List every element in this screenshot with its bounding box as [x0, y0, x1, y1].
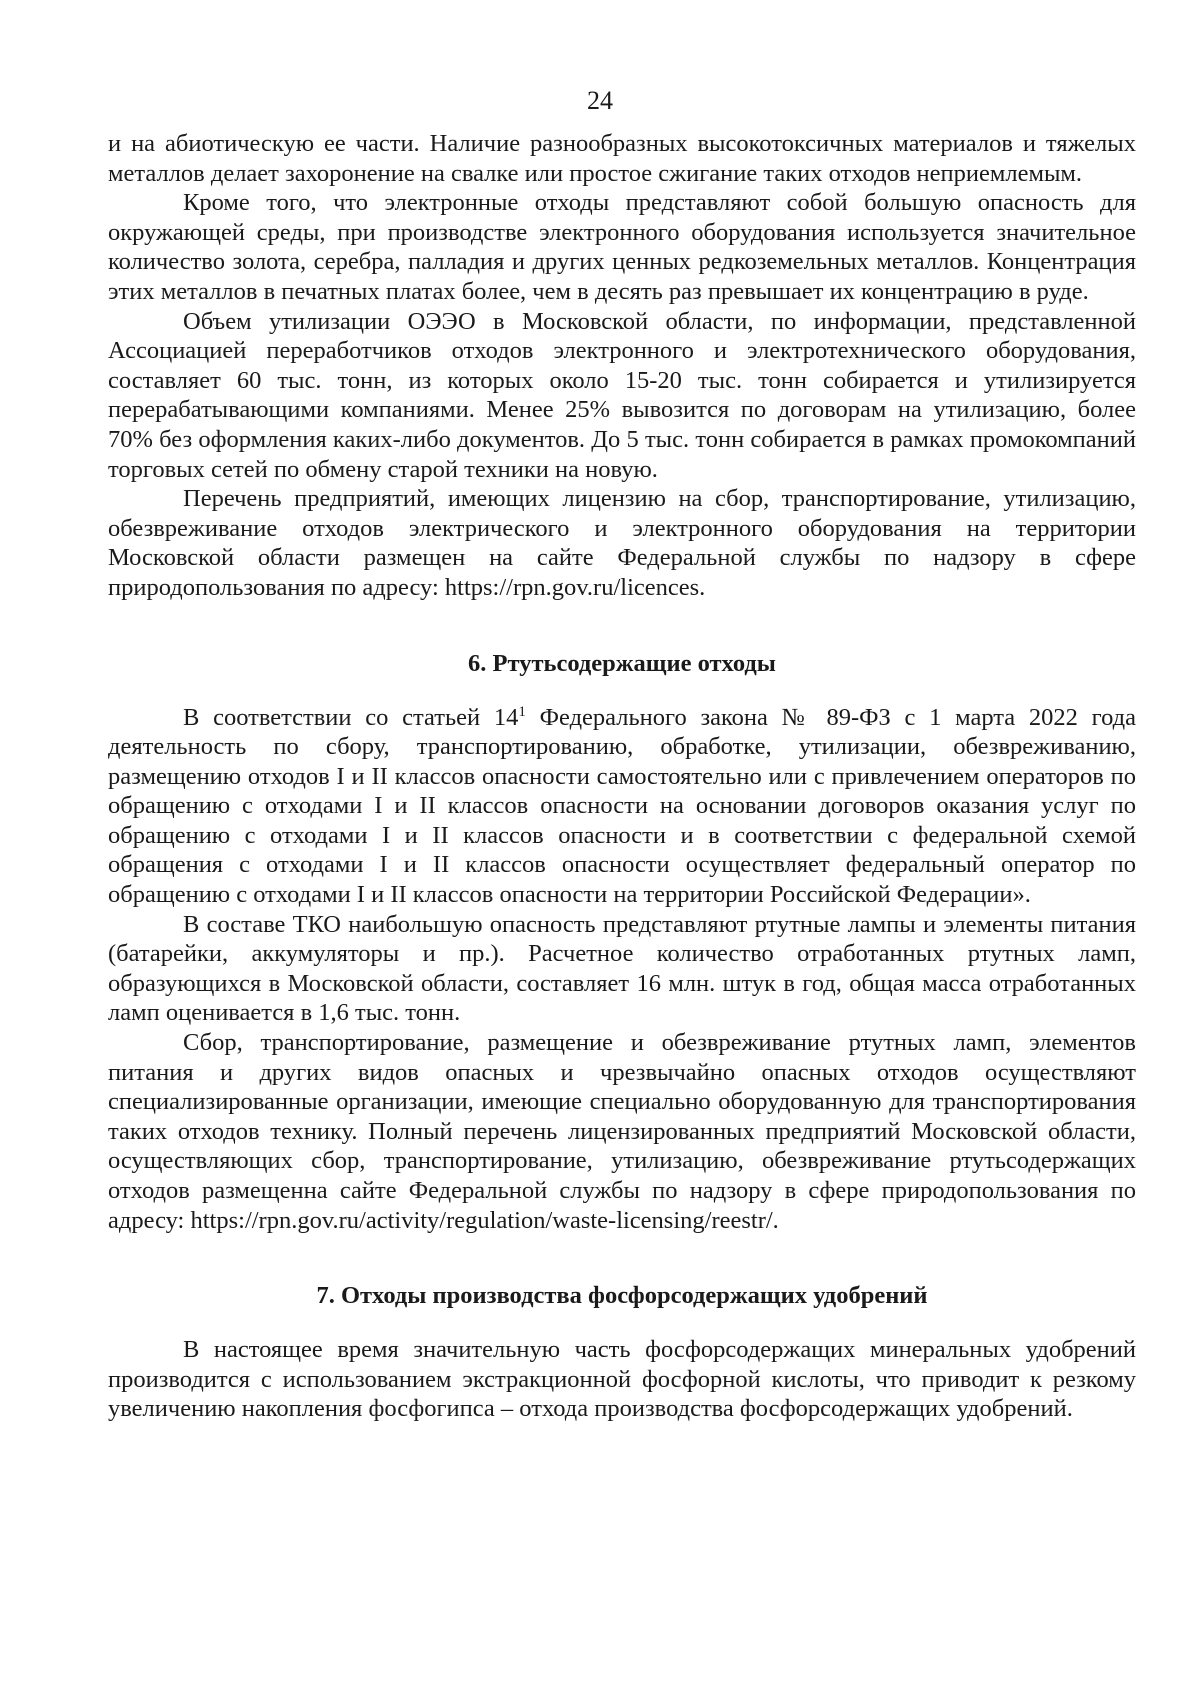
paragraph: [108, 703, 1136, 910]
paragraph: и на абиотическую ее части. Наличие разнообразных высокотоксичных материалов и тяжелых металлов делает захоронение на свалке или простое сжигание таких отходов неприемлемым.: [108, 130, 1136, 187]
paragraph: В составе ТКО наибольшую опасность представляют ртутные лампы и элементы питания (батарейки, аккумуляторы и пр.). Расчетное количество отработанных ртутных ламп, образующихся в Московской области, составляет 16 млн. штук в год, общая масса отработанных ламп оценивается в 1,6 тыс. тонн.: [108, 910, 1136, 1027]
section-heading-7: 7. Отходы производства фосфорсодержащих удобрений: [316, 1282, 928, 1310]
paragraph-text: В соответствии со статьей 14: [183, 703, 519, 731]
paragraph: Перечень предприятий, имеющих лицензию на сбор, транспортирование, утилизацию, обезвреживание отходов электрического и электронного оборудования на территории Московской области размещен на сайте Федеральной службы по надзору в сфере природопользования по адресу: https://rpn.gov.ru/licences.: [108, 485, 1136, 601]
paragraph: Сбор, транспортирование, размещение и обезвреживание ртутных ламп, элементов питания и других видов опасных и чрезвычайно опасных отходов осуществляют специализированные организации, имеющие специально оборудованную для транспортирования таких отходов технику. Полный перечень лицензированных предприятий Московской области, осуществляющих сбор, транспортирование, утилизацию, обезвреживание ртутьсодержащих отходов размещенна сайте Федеральной службы по надзору в сфере природопользования по адресу: https://rpn.gov.ru/activity/regulation/waste-licensing/reestr/.: [108, 1029, 1136, 1234]
paragraph: В настоящее время значительную часть фосфорсодержащих минеральных удобрений производится с использованием экстракционной фосфорной кислоты, что приводит к резкому увеличению накопления фосфогипса – отхода производства фосфорсодержащих удобрений.: [108, 1336, 1136, 1423]
footnote-superscript: 1: [518, 703, 526, 720]
page-number: 24: [587, 86, 613, 115]
document-body: [108, 129, 1136, 1424]
paragraph-text: Федерального закона № 89-ФЗ с 1 марта 2022 года деятельность по сбору, транспортированию, обработке, утилизации, обезвреживанию, размещению отходов I и II классов опасности самостоятельно или с привлечением операторов по обращению с отходами I и II классов опасности на основании договоров оказания услуг по обращению с отходами I и II классов опасности и в соответствии с федеральной схемой обращения с отходами I и II классов опасности осуществляет федеральный оператор по обращению с отходами I и II классов опасности на территории Российской Федерации».: [108, 703, 1136, 909]
paragraph: Объем утилизации ОЭЭО в Московской области, по информации, представленной Ассоциацией переработчиков отходов электронного и электротехнического оборудования, составляет 60 тыс. тонн, из которых около 15-20 тыс. тонн собирается и утилизируется перерабатывающими компаниями. Менее 25% вывозится по договорам на утилизацию, более 70% без оформления каких-либо документов. До 5 тыс. тонн собирается в рамках промокомпаний торговых сетей по обмену старой техники на новую.: [108, 307, 1136, 483]
paragraph: Кроме того, что электронные отходы представляют собой большую опасность для окружающей среды, при производстве электронного оборудования используется значительное количество золота, серебра, палладия и других ценных редкоземельных металлов. Концентрация этих металлов в печатных платах более, чем в десять раз превышает их концентрацию в руде.: [108, 189, 1136, 305]
section-heading-6: 6. Ртутьсодержащие отходы: [468, 649, 776, 677]
